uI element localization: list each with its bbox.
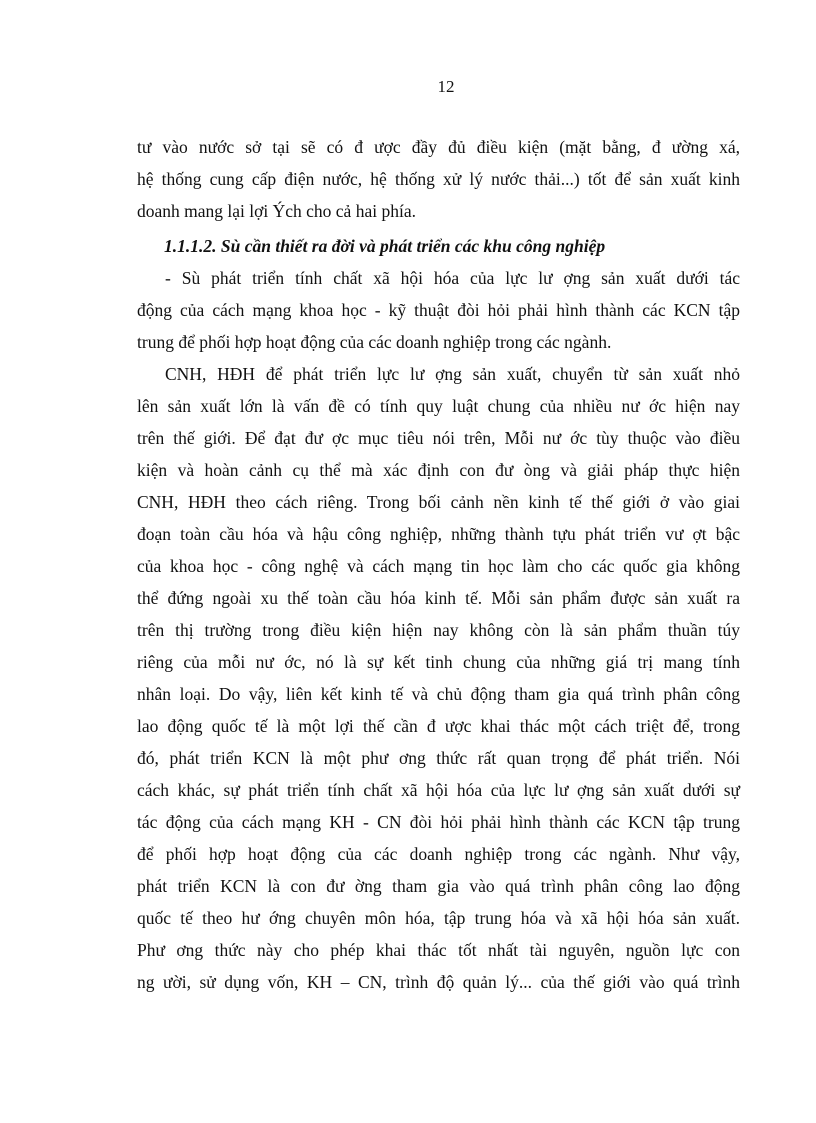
text-line: đoạn toàn cầu hóa và hậu công nghiệp, những thành tựu phát triển vư ợt bậc [137,524,740,544]
document-body [137,131,740,998]
text-line: hệ thống cung cấp điện nước, hệ thống xử lý nước thải...) tốt để sản xuất kinh [137,169,740,189]
text-line: quốc tế theo hư ớng chuyên môn hóa, tập trung hóa và xã hội hóa sản xuất. [137,908,740,928]
text-line: cách khác, sự phát triển tính chất xã hội hóa của lực lư ợng sản xuất dưới sự [137,780,740,800]
text-line: nhân loại. Do vậy, liên kết kinh tế và chủ động tham gia quá trình phân công [137,684,740,704]
text-line: động của cách mạng khoa học - kỹ thuật đòi hỏi phải hình thành các KCN tập [137,300,740,320]
text-line: trên thế giới. Để đạt đư ợc mục tiêu nói trên, Mỗi nư ớc tùy thuộc vào điều [137,428,740,448]
text-line: trung để phối hợp hoạt động của các doanh nghiệp trong các ngành. [137,332,612,352]
text-line: trên thị trường trong điều kiện hiện nay không còn là sản phẩm thuần túy [137,620,740,640]
text-line: của khoa học - công nghệ và cách mạng tin học làm cho các quốc gia không [137,556,740,576]
text-line: doanh mang lại lợi Ých cho cả hai phía. [137,201,416,221]
section-heading: 1.1.1.2. Sù cần thiết ra đời và phát triển các khu công nghiệp [164,236,606,256]
text-line: - Sù phát triển tính chất xã hội hóa của lực lư ợng sản xuất dưới tác [165,268,740,288]
text-line: tác động của cách mạng KH - CN đòi hỏi phải hình thành các KCN tập trung [137,812,740,832]
text-line: ng ười, sử dụng vốn, KH – CN, trình độ quản lý... của thế giới vào quá trình [137,972,740,992]
text-line: thể đứng ngoài xu thế toàn cầu hóa kinh tế. Mỗi sản phẩm được sản xuất ra [137,588,740,608]
text-line: lên sản xuất lớn là vấn đề có tính quy luật chung của nhiều nư ớc hiện nay [137,396,740,416]
text-line: đó, phát triển KCN là một phư ơng thức rất quan trọng để phát triển. Nói [137,748,740,768]
text-line: CNH, HĐH theo cách riêng. Trong bối cảnh nền kinh tế thế giới ở vào giai [137,492,740,512]
text-line: CNH, HĐH để phát triển lực lư ợng sản xuất, chuyển từ sản xuất nhỏ [165,364,740,384]
text-line: tư vào nước sở tại sẽ có đ ược đầy đủ điều kiện (mặt bằng, đ ường xá, [137,137,740,157]
text-line: kiện và hoàn cảnh cụ thể mà xác định con đư òng và giải pháp thực hiện [137,460,740,480]
text-line: để phối hợp hoạt động của các doanh nghiệp trong các ngành. Như vậy, [137,844,740,864]
text-line: Phư ơng thức này cho phép khai thác tốt nhất tài nguyên, nguồn lực con [137,940,740,960]
text-line: riêng của mỗi nư ớc, nó là sự kết tinh chung của những giá trị mang tính [137,652,740,672]
page-number: 12 [437,77,455,96]
text-line: lao động quốc tế là một lợi thế cần đ ược khai thác một cách triệt để, trong [137,716,740,736]
text-line: phát triển KCN là con đư ờng tham gia vào quá trình phân công lao động [137,876,740,896]
